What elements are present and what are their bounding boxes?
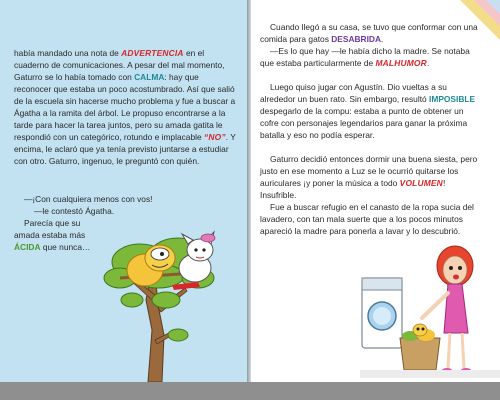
right-paragraph-1: Cuando llegó a su casa, se tuvo que conformar con una comida para gatos DESABRIDA. [260, 22, 478, 44]
word-acida: ÁCIDA [14, 242, 41, 252]
left-paragraph-3: —le contestó Ágatha. [34, 206, 115, 216]
right-paragraph-2: —Es lo que hay —le había dicho la madre. Se notaba que estaba particularmente de MALHUMOR. [260, 46, 470, 68]
left-paragraph-1: había mandado una nota de ADVERTENCIA en el cuaderno de comunicaciones. A pesar del mal momento, Gaturro se lo había tomado con CALMA: hay que reconocer que estaba un poco acostumbrado. Así que salió de la escuela sin hacerse mucho problema y fue a buscar a Ágatha a la ramita del árbol. Le propuso encontrarse a la tarde para hacer la tarea juntos, pero su amada gatita le respondió con un categórico, rotundo e implacable “NO”. Y encima, le aclaró que ya tenía previsto juntarse a estudiar con otro. Gaturro, ingenuo, le preguntó con quién. [14, 48, 236, 166]
word-malhumor: MALHUMOR [375, 58, 427, 68]
left-page [0, 0, 247, 382]
word-calma: CALMA [134, 72, 165, 82]
left-paragraph-2: —¡Con cualquiera menos con vos! [24, 194, 153, 204]
word-advertencia: ADVERTENCIA [121, 48, 184, 58]
laundry-scene-illustration [360, 238, 500, 378]
word-imposible: IMPOSIBLE [429, 94, 476, 104]
right-paragraph-3: Luego quiso jugar con Agustín. Dio vueltas a su alrededor un buen rato. Sin embargo, resultó IMPOSIBLE despegarlo de la compu: estaba a punto de obtener un cofre con personajes legendarios para ganar la próxima batalla y eso no podía esperar. [260, 82, 476, 140]
word-volumen: VOLUMEN [399, 178, 443, 188]
right-page [251, 0, 500, 382]
tree-with-cats-illustration [0, 0, 247, 382]
bottom-bar [0, 382, 500, 400]
word-desabrida: DESABRIDA [331, 34, 382, 44]
right-paragraph-4: Gaturro decidió entonces dormir una buena siesta, pero justo en ese momento a Luz se le ocurrió quitarse los auriculares ¡y poner la música a todo VOLUMEN! Insufrible. [260, 154, 478, 200]
right-paragraph-5: Fue a buscar refugio en el canasto de la ropa sucia del lavadero, con tan mala suerte que a los pocos minutos apareció la madre para ponerla a lavar y lo descubrió. [260, 202, 474, 236]
word-no: “NO” [203, 132, 226, 142]
left-paragraph-4: Parecía que su amada estaba más ÁCIDA que nunca… [14, 218, 91, 252]
